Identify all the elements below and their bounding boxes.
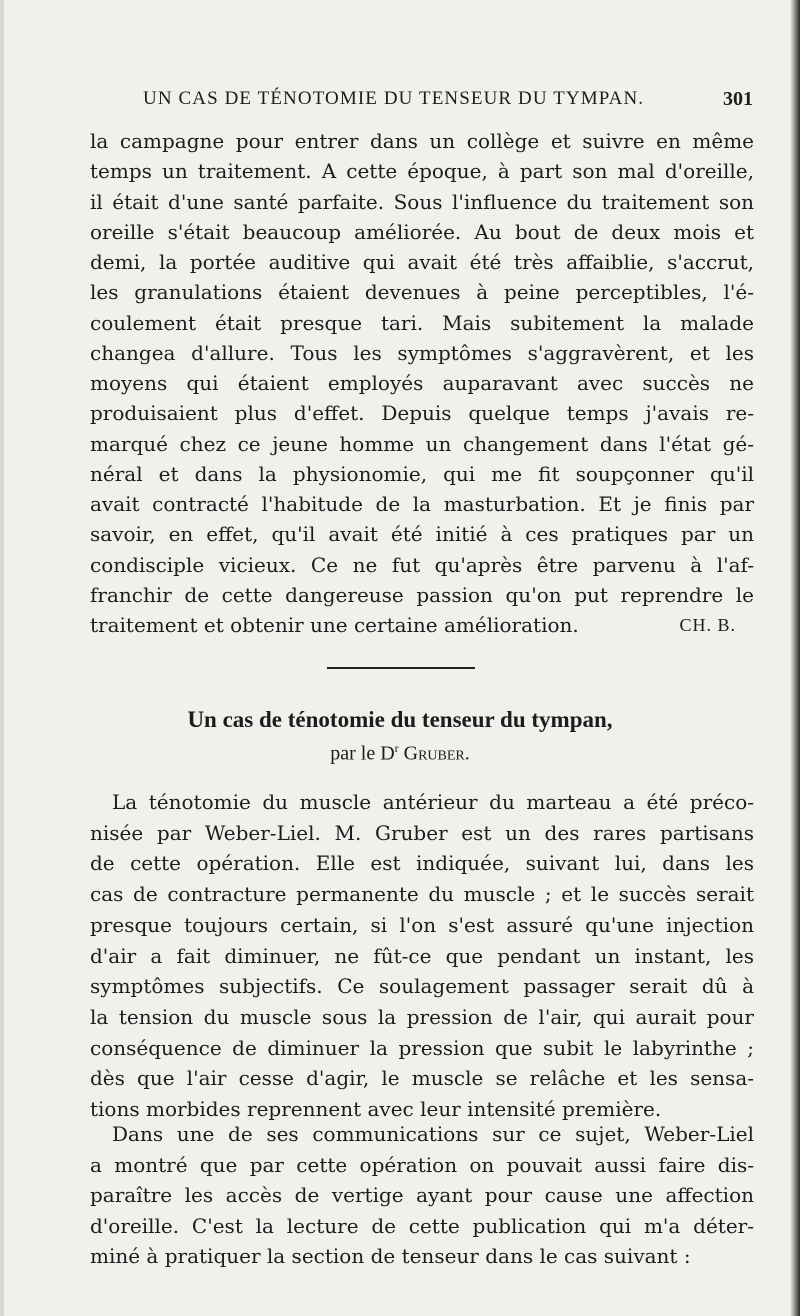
page-header bbox=[143, 88, 753, 118]
text-line: cas de contracture permanente du muscle ; et le succès serait bbox=[90, 882, 754, 907]
text-line: paraître les accès de vertige ayant pour cause une affection bbox=[90, 1183, 754, 1207]
text-line: oreille s'était beaucoup améliorée. Au bout de deux mois et bbox=[90, 219, 754, 244]
text-line: presque toujours certain, si l'on s'est assuré qu'une injection bbox=[90, 912, 754, 937]
text-line: dès que l'air cesse d'agir, le muscle se relâche et les sensa- bbox=[90, 1066, 754, 1091]
section-divider bbox=[327, 667, 475, 669]
text-line: La ténotomie du muscle antérieur du marteau a été préco- bbox=[112, 790, 754, 814]
byline-superscript: r bbox=[394, 741, 399, 755]
page-binding-shadow bbox=[790, 0, 800, 1316]
text-line: condisciple vicieux. Ce ne fut qu'après être parvenu à l'af- bbox=[90, 552, 754, 577]
text-line: il était d'une santé parfaite. Sous l'influence du traitement son bbox=[90, 189, 754, 214]
text-line: la campagne pour entrer dans un collège et suivre en même bbox=[90, 129, 754, 153]
text-line: produisaient plus d'effet. Depuis quelque temps j'avais re- bbox=[90, 401, 754, 426]
text-line: néral et dans la physionomie, qui me fit soupçonner qu'il bbox=[90, 461, 754, 486]
running-title: UN CAS DE TÉNOTOMIE DU TENSEUR DU TYMPAN. bbox=[143, 88, 645, 109]
page-number: 301 bbox=[723, 88, 753, 110]
text-line: savoir, en effet, qu'il avait été initié à ces pratiques par un bbox=[90, 522, 754, 547]
signature-initials: CH. B. bbox=[679, 615, 736, 635]
text-line: temps un traitement. A cette époque, à part son mal d'oreille, bbox=[90, 159, 754, 184]
text-line: marqué chez ce jeune homme un changement dans l'état gé- bbox=[90, 431, 754, 456]
text-line: moyens qui étaient employés auparavant avec succès ne bbox=[90, 371, 754, 395]
text-line: d'air a fait diminuer, ne fût-ce que pendant un instant, les bbox=[90, 943, 754, 968]
text-line: avait contracté l'habitude de la masturbation. Et je finis par bbox=[90, 492, 754, 516]
page-left-edge bbox=[0, 0, 4, 1316]
text-line: Dans une de ses communications sur ce sujet, Weber-Liel bbox=[112, 1122, 754, 1146]
text-line: la tension du muscle sous la pression de l'air, qui aurait pour bbox=[90, 1004, 754, 1029]
text-line: franchir de cette dangereuse passion qu'on put reprendre le bbox=[90, 582, 754, 607]
text-line: de cette opération. Elle est indiquée, suivant lui, dans les bbox=[90, 851, 754, 876]
text-line: traitement et obtenir une certaine amélioration. bbox=[90, 613, 579, 637]
byline-prefix: par le D bbox=[330, 742, 395, 765]
text-line: coulement était presque tari. Mais subitement la malade bbox=[90, 310, 754, 335]
text-line: a montré que par cette opération on pouvait aussi faire dis- bbox=[90, 1152, 754, 1177]
text-line: miné à pratiquer la section de tenseur dans le cas suivant : bbox=[90, 1244, 691, 1268]
author-name: Gruber. bbox=[403, 742, 470, 765]
text-line: changea d'allure. Tous les symptômes s'aggravèrent, et les bbox=[90, 340, 754, 365]
text-line: les granulations étaient devenues à peine perceptibles, l'é- bbox=[90, 280, 754, 305]
text-line: symptômes subjectifs. Ce soulagement passager serait dû à bbox=[90, 974, 754, 999]
text-line: d'oreille. C'est la lecture de cette publication qui m'a déter- bbox=[90, 1213, 754, 1238]
article-byline bbox=[0, 741, 800, 766]
article-title: Un cas de ténotomie du tenseur du tympan, bbox=[187, 707, 613, 732]
text-line: tions morbides reprennent avec leur intensité première. bbox=[90, 1097, 662, 1121]
text-line: conséquence de diminuer la pression que subit le labyrinthe ; bbox=[90, 1035, 754, 1060]
text-line: nisée par Weber-Liel. M. Gruber est un des rares partisans bbox=[90, 820, 754, 845]
text-line: demi, la portée auditive qui avait été très affaiblie, s'accrut, bbox=[90, 250, 754, 274]
